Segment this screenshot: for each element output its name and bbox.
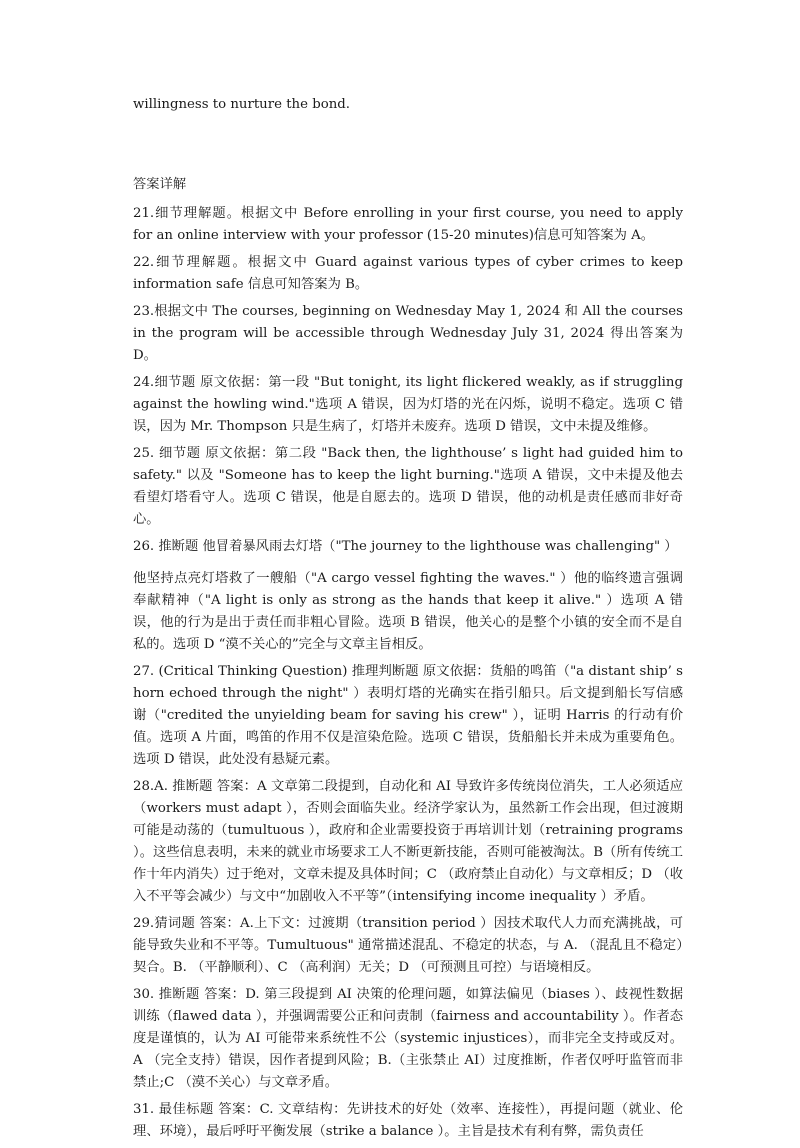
- answer-26: 26. 推断题 他冒着暴风雨去灯塔（"The journey to the lighthouse was challenging" ）: [133, 539, 678, 554]
- answer-27: 27. (Critical Thinking Question) 推理判断题 原文依据：货船的鸣笛（"a distant ship’ s horn echoed through the night" ）表明灯塔的光确实在指引船只。后文提到船长写信感谢（"credited the unyielding beam for saving his crew" ），证明 Harris 的行动有价值。选项 A 片面，鸣笛的作用不仅是渲染危险。选项 C 错误，货船船长并未成为重要角色。选项 D 错误，此处没有悬疑元素。: [133, 664, 683, 767]
- answer-23: 23.根据文中 The courses, beginning on Wednesday May 1, 2024 和 All the courses in the program will be accessible through Wednesday July 31, 2024 得出答案为 D。: [133, 304, 683, 363]
- answer-24: 24.细节题 原文依据：第一段 "But tonight, its light flickered weakly, as if struggling against the howling wind."选项 A 错误，因为灯塔的光在闪烁，说明不稳定。选项 C 错误，因为 Mr. Thompson 只是生病了，灯塔并未废弃。选项 D 错误，文中未提及维修。: [133, 375, 683, 434]
- answer-26-continued: 他坚持点亮灯塔救了一艘船（"A cargo vessel fighting the waves." ）他的临终遗言强调奉献精神（"A light is only as strong as the hands that keep it alive." ）选项 A 错误，他的行为是出于责任而非粗心冒险。选项 B 错误，他关心的是整个小镇的安全而不是自私的。选项 D “漠不关心的”完全与文章主旨相反。: [133, 571, 683, 652]
- section-heading: 答案详解: [133, 177, 187, 192]
- answer-list: [133, 203, 683, 1148]
- lead-line: willingness to nurture the bond.: [133, 97, 351, 112]
- answer-31: 31. 最佳标题 答案：C. 文章结构：先讲技术的好处（效率、连接性），再提问题（就业、伦理、环境），最后呼吁平衡发展（strike a balance ）。主旨是技术有利有弊，需负责任: [133, 1102, 683, 1139]
- answer-28: 28.A. 推断题 答案：A 文章第二段提到，自动化和 AI 导致许多传统岗位消失，工人必须适应（workers must adapt ），否则会面临失业。经济学家认为，虽然新工作会出现，但过渡期可能是动荡的（tumultuous ），政府和企业需要投资于再培训计划（retraining programs ）。这些信息表明，未来的就业市场要求工人不断更新技能，否则可能被淘汰。B（所有传统工作十年内消失）过于绝对，文章未提及具体时间；C （政府禁止自动化）与文章相反；D （收入不平等会减少）与文中“加剧收入不平等”（intensifying income inequality ）矛盾。: [133, 779, 683, 904]
- answer-21: 21.细节理解题。根据文中 Before enrolling in your first course, you need to apply for an online interview with your professor (15-20 minutes)信息可知答案为 A。: [133, 206, 683, 243]
- answer-30: 30. 推断题 答案：D. 第三段提到 AI 决策的伦理问题，如算法偏见（biases ）、歧视性数据训练（flawed data ），并强调需要公正和问责制（fairness and accountability ）。作者态度是谨慎的，认为 AI 可能带来系统性不公（systemic injustices），而非完全支持或反对。A （完全支持）错误，因作者提到风险；B.（主张禁止 AI）过度推断，作者仅呼吁监管而非禁止;C （漠不关心）与文章矛盾。: [133, 987, 683, 1090]
- answer-25: 25. 细节题 原文依据：第二段 "Back then, the lighthouse’ s light had guided him to safety." 以及 "Someone has to keep the light burning."选项 A 错误，文中未提及他去看望灯塔看守人。选项 C 错误，他是自愿去的。选项 D 错误，他的动机是责任感而非好奇心。: [133, 446, 683, 527]
- answer-29: 29.猜词题 答案：A.上下文：过渡期（transition period ）因技术取代人力而充满挑战，可能导致失业和不平等。Tumultuous" 通常描述混乱、不稳定的状态，与 A. （混乱且不稳定）契合。B. （平静顺利）、C （高利润）无关；D （可预测且可控）与语境相反。: [133, 916, 683, 975]
- answer-22: 22.细节理解题。根据文中 Guard against various types of cyber crimes to keep information safe 信息可知答案为 B。: [133, 255, 683, 292]
